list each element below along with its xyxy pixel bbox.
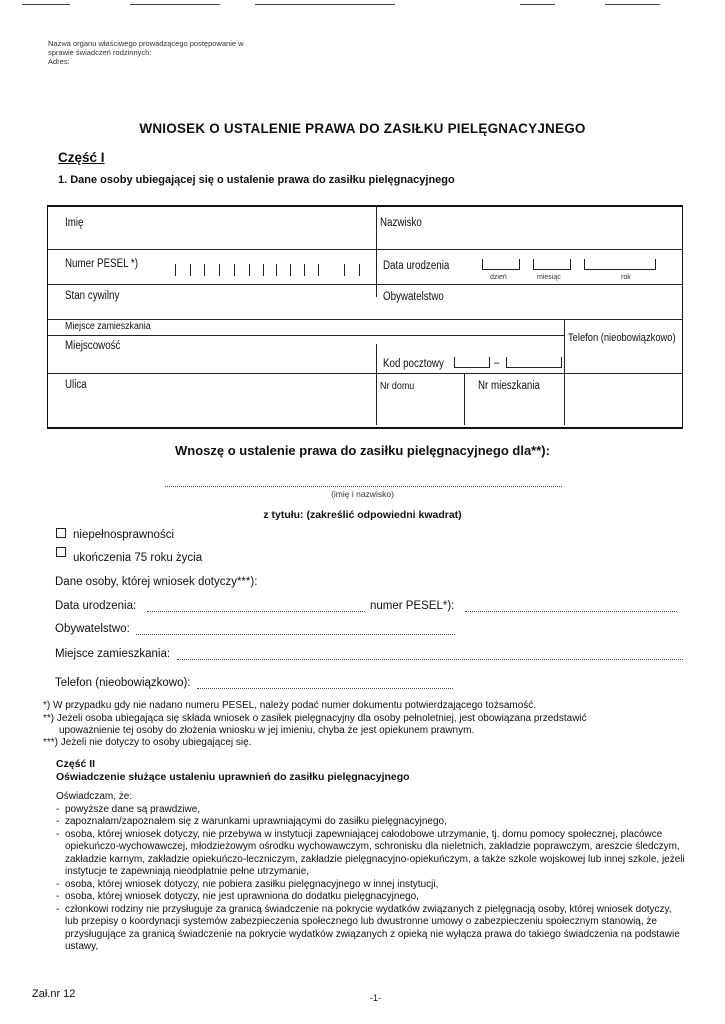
declaration-item: - osoba, której wniosek dotyczy, nie przebywa w instytucji zapewniającej całodobowe utrzymanie, tj. domu pomocy społecznej, placówce opiekuńczo-wychowawczej, młodzieżowym ośrodku wychowawczym, schronisku dla nieletnich, zakładzie poprawczym, areszcie śledczym, zakładzie karnym, zakładzie opiekuńczo-leczniczym, zakładzie pielęgnacyjno-opiekuńczym, a także szkole wojskowej lub innej szkole, jeżeli instytucje te zapewniają nieodpłatnie pełne utrzymanie, bbox=[56, 829, 686, 879]
request-heading: Wnoszę o ustalenie prawa do zasiłku pielęgnacyjnego dla**): bbox=[175, 443, 550, 458]
divider bbox=[48, 249, 682, 250]
citizenship-label: Obywatelstwo bbox=[383, 291, 444, 303]
apartment-number-label: Nr mieszkania bbox=[478, 380, 540, 392]
postal-code-boxes-a[interactable] bbox=[454, 357, 490, 368]
day-boxes[interactable] bbox=[482, 259, 520, 270]
day-caption: dzień bbox=[490, 274, 507, 281]
document-title: WNIOSEK O USTALENIE PRAWA DO ZASIŁKU PIELĘGNACYJNEGO bbox=[139, 121, 586, 136]
person-residence-field[interactable] bbox=[177, 659, 683, 660]
pesel-label[interactable]: Numer PESEL *) bbox=[65, 258, 138, 270]
divider bbox=[464, 373, 465, 425]
disability-option-label: niepełnosprawności bbox=[73, 529, 175, 541]
part1-heading: Część I bbox=[58, 150, 105, 165]
divider bbox=[48, 373, 682, 374]
section1-title: 1. Dane osoby ubiegającej się o ustalenie prawa do zasiłku pielęgnacyjnego bbox=[58, 174, 455, 186]
declaration-item: - członkowi rodziny nie przysługuje za granicą świadczenie na pokrycie wydatków związanych z pielęgnacją osoby, której wniosek dotyczy, lub przepisy o koordynacji systemów zabezpieczenia społecznego lub dwustronne umowy o zabezpieczeniu społecznym stanowią, że przysługujące za granicą świadczenie na pokrycie wydatków związanych z opieką nie wyłącza prawa do takiego świadczenia na podstawie ustawy, bbox=[56, 904, 686, 954]
last-name-label: Nazwisko bbox=[380, 217, 422, 229]
part2-subtitle: Oświadczenie służące ustaleniu uprawnień do zasiłku pielęgnacyjnego bbox=[56, 771, 410, 783]
postal-dash: – bbox=[494, 357, 500, 369]
person-residence-label: Miejsce zamieszkania: bbox=[55, 648, 171, 660]
month-caption: miesiąc bbox=[537, 274, 561, 281]
person-pesel-field[interactable] bbox=[465, 611, 677, 612]
birth-date-label: Data urodzenia bbox=[383, 260, 450, 272]
reason-title: z tytułu: (zakreślić odpowiedni kwadrat) bbox=[263, 509, 462, 521]
person-phone-field[interactable] bbox=[197, 688, 453, 689]
divider bbox=[376, 344, 377, 425]
name-caption: (imię i nazwisko) bbox=[331, 489, 394, 499]
person-data-heading: Dane osoby, której wniosek dotyczy***): bbox=[55, 576, 258, 588]
beneficiary-name-field[interactable] bbox=[165, 486, 562, 487]
year-boxes[interactable] bbox=[584, 259, 656, 270]
declaration-item: - zapoznałam/zapoznałem się z warunkami uprawniającymi do zasiłku pielęgnacyjnego, bbox=[56, 816, 686, 829]
scan-line bbox=[255, 4, 395, 5]
person-citizenship-field[interactable] bbox=[136, 634, 455, 635]
organ-line-2: sprawie świadczeń rodzinnych: bbox=[48, 48, 152, 57]
declaration-item: - osoba, której wniosek dotyczy, nie pobiera zasiłku pielęgnacyjnego w innej instytucji, bbox=[56, 879, 686, 892]
person-phone-label: Telefon (nieobowiązkowo): bbox=[55, 677, 191, 689]
divider bbox=[48, 319, 682, 320]
applicant-form bbox=[47, 205, 683, 429]
month-boxes[interactable] bbox=[533, 259, 571, 270]
marital-status-label: Stan cywilny bbox=[65, 290, 120, 302]
scan-line bbox=[520, 4, 555, 5]
postal-code-label: Kod pocztowy bbox=[383, 358, 444, 370]
footnote-3: ***) Jeżeli nie dotyczy to osoby ubiegającej się. bbox=[43, 737, 252, 748]
scan-line bbox=[130, 4, 220, 5]
person-birth-date-field[interactable] bbox=[147, 611, 365, 612]
part2-heading: Część II bbox=[56, 758, 96, 770]
footnote-2a: **) Jeżeli osoba ubiegająca się składa wniosek o zasiłek pielęgnacyjny dla osoby pełnoletniej, jest obowiązana przedstawić bbox=[43, 713, 587, 724]
street-label: Ulica bbox=[65, 379, 87, 391]
declaration-item: - powyższe dane są prawdziwe, bbox=[56, 804, 686, 817]
organ-header bbox=[48, 39, 308, 66]
age75-checkbox[interactable] bbox=[56, 547, 66, 557]
footnote-2b: upoważnienie tej osoby do złożenia wniosku w jej imieniu, chyba że jest opiekunem prawnym. bbox=[59, 725, 475, 736]
footnote-1: *) W przypadku gdy nie nadano numeru PESEL, należy podać numer dokumentu potwierdzającego tożsamość. bbox=[43, 700, 537, 711]
declaration-list bbox=[56, 791, 686, 954]
postal-code-boxes-b[interactable] bbox=[506, 357, 562, 368]
city-label: Miejscowość bbox=[65, 340, 121, 352]
person-citizenship-label: Obywatelstwo: bbox=[55, 623, 130, 635]
disability-checkbox[interactable] bbox=[56, 528, 66, 538]
phone-label: Telefon (nieobowiązkowo) bbox=[568, 332, 676, 344]
divider bbox=[48, 335, 564, 336]
page-number: -1- bbox=[370, 993, 381, 1003]
age75-option-label: ukończenia 75 roku życia bbox=[73, 552, 203, 564]
scan-line bbox=[22, 4, 70, 5]
declaration-intro: Oświadczam, że: bbox=[56, 791, 133, 802]
person-birth-date-label: Data urodzenia: bbox=[55, 600, 137, 612]
address-label: Adres: bbox=[48, 57, 70, 66]
year-caption: rok bbox=[621, 274, 631, 281]
person-pesel-label: numer PESEL*): bbox=[370, 600, 455, 612]
house-number-label: Nr domu bbox=[380, 380, 415, 392]
attachment-number: Zał.nr 12 bbox=[32, 988, 76, 1000]
divider bbox=[48, 284, 682, 285]
scan-line bbox=[605, 4, 660, 5]
residence-label: Miejsce zamieszkania bbox=[65, 321, 151, 332]
declaration-item: - osoba, której wniosek dotyczy, nie jest uprawniona do dodatku pielęgnacyjnego, bbox=[56, 891, 686, 904]
first-name-label: Imię bbox=[65, 217, 84, 229]
organ-line-1: Nazwa organu właściwego prowadzącego postępowanie w bbox=[48, 39, 244, 48]
